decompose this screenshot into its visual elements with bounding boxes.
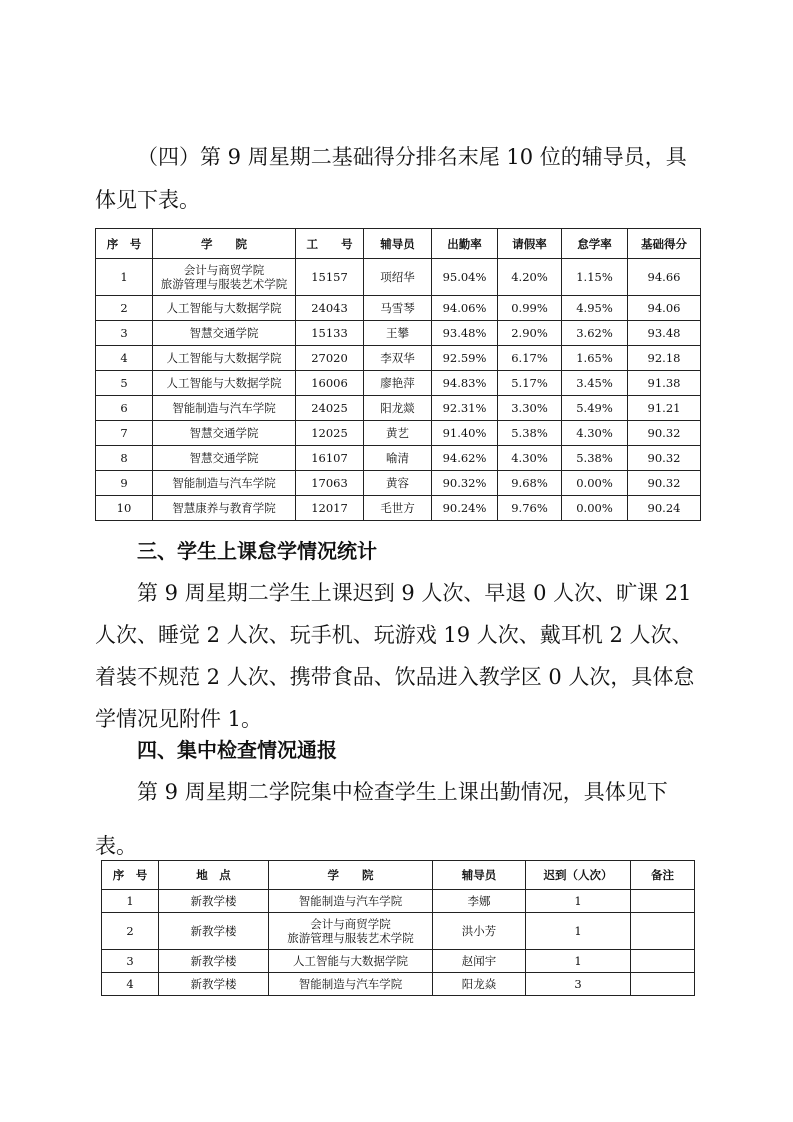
location-cell: 新教学楼 (159, 890, 269, 913)
leave-rate-cell: 4.20% (498, 259, 562, 296)
row-number-cell: 1 (96, 259, 153, 296)
leave-rate-cell: 2.90% (498, 321, 562, 346)
header-cell: 请假率 (498, 229, 562, 259)
staff-id-cell: 17063 (296, 471, 364, 496)
table-header-row (96, 229, 701, 259)
header-cell: 辅导员 (364, 229, 432, 259)
college-name: 人工智能与大数据学院 (166, 351, 282, 365)
section4-body-line2: 表。 (95, 834, 137, 858)
header-cell: 学 院 (269, 861, 433, 890)
base-score-cell: 90.32 (628, 421, 701, 446)
staff-id-cell: 27020 (296, 346, 364, 371)
late-count-cell: 1 (526, 950, 631, 973)
table-row (102, 913, 695, 950)
table-row (96, 296, 701, 321)
leave-rate-cell: 9.76% (498, 496, 562, 521)
note-cell (631, 950, 695, 973)
staff-id-cell: 15157 (296, 259, 364, 296)
late-count-cell: 1 (526, 913, 631, 950)
base-score-cell: 90.32 (628, 471, 701, 496)
attendance-rate-cell: 92.31% (432, 396, 498, 421)
row-number-cell: 1 (102, 890, 159, 913)
college-name: 智慧交通学院 (189, 451, 259, 465)
base-score-cell: 90.24 (628, 496, 701, 521)
staff-id-cell: 16107 (296, 446, 364, 471)
college-name: 会计与商贸学院 (310, 917, 391, 931)
attendance-rate-cell: 94.06% (432, 296, 498, 321)
leave-rate-cell: 4.30% (498, 446, 562, 471)
table-row (96, 321, 701, 346)
college-name: 人工智能与大数据学院 (166, 301, 282, 315)
header-cell: 迟到（人次） (526, 861, 631, 890)
section3-heading: 三、学生上课怠学情况统计 (137, 539, 377, 563)
section3-body-paragraph: 第 9 周星期二学生上课迟到 9 人次、早退 0 人次、旷课 21 人次、睡觉 2 人次、玩手机、玩游戏 19 人次、戴耳机 2 人次、着装不规范 2 人次、携带食品、饮品进入教学区 0 人次，具体怠学情况见附件 1。 (95, 581, 695, 731)
staff-id-cell: 24043 (296, 296, 364, 321)
college-cell (153, 471, 296, 496)
table-row (96, 396, 701, 421)
counselor-name-cell: 赵闻宇 (433, 950, 526, 973)
truancy-rate-cell: 5.38% (562, 446, 628, 471)
header-cell: 辅导员 (433, 861, 526, 890)
header-cell: 序 号 (102, 861, 159, 890)
leave-rate-cell: 9.68% (498, 471, 562, 496)
row-number-cell: 7 (96, 421, 153, 446)
college-name: 会计与商贸学院 (183, 263, 265, 277)
counselor-name-cell: 阳龙燚 (364, 396, 432, 421)
header-cell: 学 院 (153, 229, 296, 259)
college-cell (153, 496, 296, 521)
counselor-name-cell: 王攀 (364, 321, 432, 346)
attendance-rate-cell: 95.04% (432, 259, 498, 296)
base-score-cell: 94.66 (628, 259, 701, 296)
leave-rate-cell: 5.17% (498, 371, 562, 396)
truancy-rate-cell: 0.00% (562, 471, 628, 496)
counselor-name-cell: 项绍华 (364, 259, 432, 296)
college-cell (153, 321, 296, 346)
location-cell: 新教学楼 (159, 973, 269, 996)
college-cell (153, 346, 296, 371)
college-cell (153, 259, 296, 296)
college-name: 人工智能与大数据学院 (293, 954, 408, 968)
late-count-cell: 1 (526, 890, 631, 913)
counselor-name-cell: 廖艳萍 (364, 371, 432, 396)
table-row (96, 421, 701, 446)
college-name-secondary: 旅游管理与服装艺术学院 (287, 931, 414, 945)
attendance-rate-cell: 92.59% (432, 346, 498, 371)
row-number-cell: 8 (96, 446, 153, 471)
table-row (102, 950, 695, 973)
section4-body-line1: 第 9 周星期二学院集中检查学生上课出勤情况，具体见下 (137, 780, 668, 804)
note-cell (631, 890, 695, 913)
college-name: 智慧交通学院 (189, 426, 259, 440)
staff-id-cell: 12017 (296, 496, 364, 521)
leave-rate-cell: 6.17% (498, 346, 562, 371)
row-number-cell: 4 (102, 973, 159, 996)
base-score-cell: 90.32 (628, 446, 701, 471)
college-cell (153, 446, 296, 471)
truancy-rate-cell: 3.62% (562, 321, 628, 346)
base-score-cell: 93.48 (628, 321, 701, 346)
row-number-cell: 6 (96, 396, 153, 421)
college-cell (269, 913, 433, 950)
truancy-rate-cell: 0.00% (562, 496, 628, 521)
base-score-cell: 91.21 (628, 396, 701, 421)
truancy-rate-cell: 4.30% (562, 421, 628, 446)
row-number-cell: 3 (96, 321, 153, 346)
counselor-name-cell: 阳龙焱 (433, 973, 526, 996)
table-row (102, 973, 695, 996)
leave-rate-cell: 5.38% (498, 421, 562, 446)
row-number-cell: 3 (102, 950, 159, 973)
college-cell (153, 371, 296, 396)
truancy-rate-cell: 5.49% (562, 396, 628, 421)
table-row (96, 446, 701, 471)
truancy-rate-cell: 1.15% (562, 259, 628, 296)
table-row (96, 471, 701, 496)
attendance-rate-cell: 94.62% (432, 446, 498, 471)
truancy-rate-cell: 4.95% (562, 296, 628, 321)
college-cell (153, 421, 296, 446)
header-cell: 备注 (631, 861, 695, 890)
staff-id-cell: 16006 (296, 371, 364, 396)
table-row (96, 259, 701, 296)
section4-body-paragraph (95, 771, 707, 867)
header-cell: 出勤率 (432, 229, 498, 259)
leave-rate-cell: 0.99% (498, 296, 562, 321)
attendance-rate-cell: 94.83% (432, 371, 498, 396)
row-number-cell: 2 (102, 913, 159, 950)
base-score-cell: 91.38 (628, 371, 701, 396)
counselor-score-table (95, 228, 701, 521)
leave-rate-cell: 3.30% (498, 396, 562, 421)
college-cell (269, 973, 433, 996)
college-name: 智能制造与汽车学院 (298, 894, 403, 908)
note-cell (631, 913, 695, 950)
attendance-rate-cell: 90.32% (432, 471, 498, 496)
counselor-name-cell: 喻清 (364, 446, 432, 471)
inspection-table (101, 860, 695, 996)
row-number-cell: 2 (96, 296, 153, 321)
header-cell: 工 号 (296, 229, 364, 259)
counselor-name-cell: 洪小芳 (433, 913, 526, 950)
table-row (102, 890, 695, 913)
counselor-name-cell: 黄容 (364, 471, 432, 496)
college-name: 智慧康养与教育学院 (172, 501, 276, 515)
counselor-name-cell: 李双华 (364, 346, 432, 371)
truancy-rate-cell: 1.65% (562, 346, 628, 371)
row-number-cell: 5 (96, 371, 153, 396)
attendance-rate-cell: 93.48% (432, 321, 498, 346)
college-name: 智能制造与汽车学院 (298, 977, 403, 991)
header-cell: 地 点 (159, 861, 269, 890)
table-row (96, 496, 701, 521)
base-score-cell: 92.18 (628, 346, 701, 371)
college-name: 智慧交通学院 (189, 326, 259, 340)
base-score-cell: 94.06 (628, 296, 701, 321)
header-cell: 基础得分 (628, 229, 701, 259)
counselor-name-cell: 毛世方 (364, 496, 432, 521)
attendance-rate-cell: 90.24% (432, 496, 498, 521)
table-row (96, 346, 701, 371)
note-cell (631, 973, 695, 996)
college-cell (153, 296, 296, 321)
section4-intro-paragraph: （四）第 9 周星期二基础得分排名末尾 10 位的辅导员，具体见下表。 (95, 145, 687, 212)
late-count-cell: 3 (526, 973, 631, 996)
college-name: 人工智能与大数据学院 (166, 376, 282, 390)
row-number-cell: 4 (96, 346, 153, 371)
location-cell: 新教学楼 (159, 913, 269, 950)
college-name-secondary: 旅游管理与服装艺术学院 (160, 277, 288, 291)
truancy-rate-cell: 3.45% (562, 371, 628, 396)
college-cell (269, 950, 433, 973)
location-cell: 新教学楼 (159, 950, 269, 973)
header-cell: 怠学率 (562, 229, 628, 259)
counselor-name-cell: 李娜 (433, 890, 526, 913)
staff-id-cell: 24025 (296, 396, 364, 421)
table-row (96, 371, 701, 396)
header-cell: 序 号 (96, 229, 153, 259)
counselor-name-cell: 黄艺 (364, 421, 432, 446)
staff-id-cell: 12025 (296, 421, 364, 446)
row-number-cell: 9 (96, 471, 153, 496)
college-cell (153, 396, 296, 421)
table-header-row (102, 861, 695, 890)
section4-heading: 四、集中检查情况通报 (137, 738, 337, 762)
college-cell (269, 890, 433, 913)
attendance-rate-cell: 91.40% (432, 421, 498, 446)
college-name: 智能制造与汽车学院 (172, 401, 276, 415)
row-number-cell: 10 (96, 496, 153, 521)
counselor-name-cell: 马雪琴 (364, 296, 432, 321)
college-name: 智能制造与汽车学院 (172, 476, 276, 490)
staff-id-cell: 15133 (296, 321, 364, 346)
